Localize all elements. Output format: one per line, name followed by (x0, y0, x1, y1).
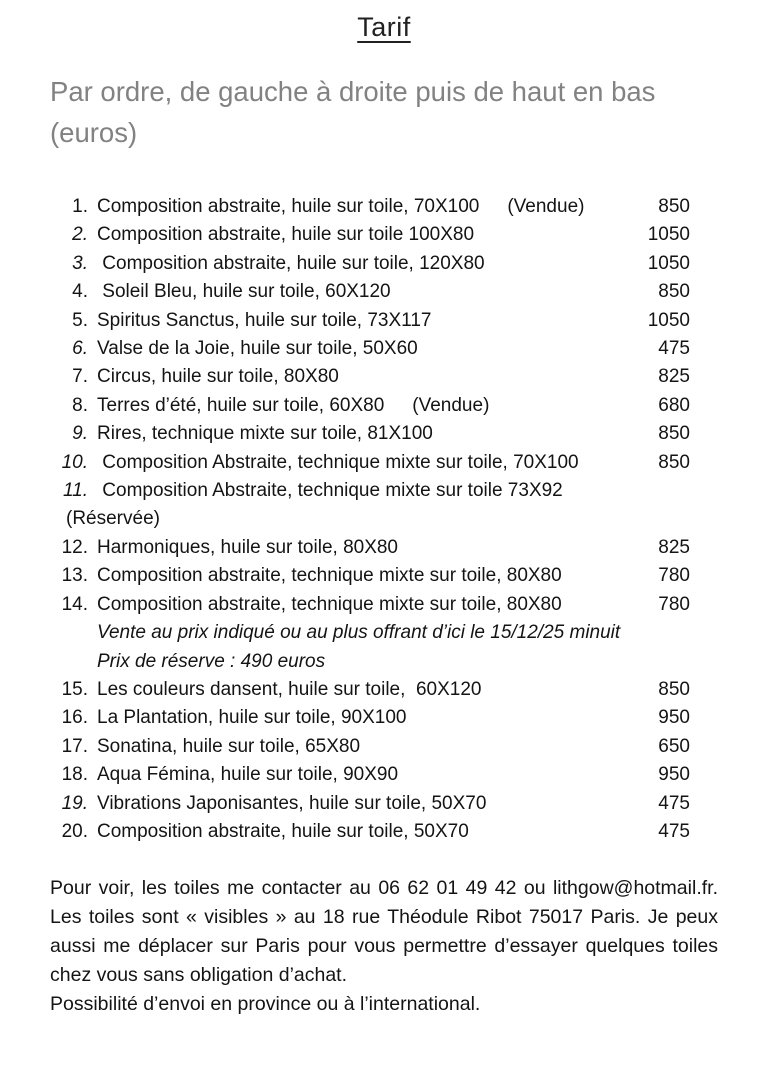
list-item (58, 591, 690, 619)
item-price: 850 (658, 196, 690, 217)
item-number: 2. (72, 224, 88, 246)
item-description: Composition Abstraite, technique mixte sur toile, 70X100 (97, 451, 579, 473)
item-number: 6. (72, 338, 88, 360)
list-item (58, 733, 690, 761)
item-description: Rires, technique mixte sur toile, 81X100 (97, 423, 433, 445)
item-price: 780 (658, 593, 690, 615)
list-item (58, 534, 690, 562)
item-number: 16. (61, 707, 88, 729)
list-item (58, 335, 690, 363)
item-number: 8. (72, 394, 88, 416)
list-item (58, 449, 690, 477)
shipping-note: Possibilité d’envoi en province ou à l’international. (50, 992, 481, 1015)
item-description: Harmoniques, huile sur toile, 80X80 (97, 536, 399, 558)
item-number: 14. (61, 593, 88, 615)
item-price: 850 (658, 451, 690, 473)
item-price: 1050 (647, 224, 690, 246)
item-price: 850 (658, 423, 690, 445)
item-number: 7. (72, 366, 88, 388)
item-number: 12. (61, 536, 88, 558)
list-item (58, 307, 690, 335)
item-number: 1. (72, 196, 88, 217)
subtitle (50, 71, 718, 153)
list-item (58, 477, 690, 505)
item-number: 3. (72, 252, 88, 274)
item-description: Composition abstraite, huile sur toile, 120X80 (97, 252, 485, 274)
item-description: La Plantation, huile sur toile, 90X100 (97, 707, 407, 729)
item-number: 19. (61, 792, 88, 814)
list-item (58, 818, 690, 846)
item-description: Spiritus Sanctus, huile sur toile, 73X117 (97, 309, 432, 331)
footer (50, 874, 718, 1018)
item-description: Circus, huile sur toile, 80X80 (97, 366, 339, 388)
item-description: Composition abstraite, huile sur toile, 50X70 (97, 820, 469, 842)
item-price: 475 (658, 338, 690, 360)
subtitle-line-1: Par ordre, de gauche à droite puis de haut en bas (50, 76, 656, 107)
item-price: 850 (658, 281, 690, 303)
list-item (58, 193, 690, 221)
item-description: Composition abstraite, technique mixte sur toile, 80X80 (97, 565, 562, 587)
item-description: Vibrations Japonisantes, huile sur toile, 50X70 (97, 792, 487, 814)
item-number: 13. (61, 565, 88, 587)
item-extra-line: (Réservée) (66, 508, 160, 530)
item-number: 11. (62, 480, 88, 502)
list-item (58, 278, 690, 306)
contact-paragraph: Pour voir, les toiles me contacter au 06 62 01 49 42 ou lithgow@hotmail.fr. Les toiles sont « visibles » au 18 rue Théodule Ribot 75017 Paris. Je peux aussi me déplacer sur Paris pour vous permettre d’essayer quelques toiles chez vous sans obligation d’achat. (50, 877, 718, 986)
item-price: 475 (658, 792, 690, 814)
item-price: 825 (658, 366, 690, 388)
item-status-note: (Vendue) (412, 394, 490, 416)
item-price: 650 (658, 735, 690, 757)
item-price: 850 (658, 678, 690, 700)
item-status-note: (Vendue) (507, 196, 585, 217)
item-description: Composition abstraite, huile sur toile 100X80 (97, 224, 475, 246)
item-description: Les couleurs dansent, huile sur toile, 60X120 (97, 678, 482, 700)
list-item (58, 392, 690, 420)
item-description: Sonatina, huile sur toile, 65X80 (97, 735, 361, 757)
list-item (58, 562, 690, 590)
item-price: 1050 (647, 309, 690, 331)
item-price: 1050 (647, 252, 690, 274)
item-description: Valse de la Joie, huile sur toile, 50X60 (97, 338, 418, 360)
item-description: Composition abstraite, technique mixte sur toile, 80X80 (97, 593, 562, 615)
list-item (58, 420, 690, 448)
item-description: Terres d’été, huile sur toile, 60X80 (97, 394, 385, 416)
item-description: Aqua Fémina, huile sur toile, 90X90 (97, 764, 399, 786)
page-title: Tarif (357, 12, 411, 42)
item-description: Soleil Bleu, huile sur toile, 60X120 (97, 281, 391, 303)
item-price (646, 477, 690, 505)
item-number: 5. (72, 309, 88, 331)
list-item (58, 221, 690, 249)
item-number: 4. (72, 281, 88, 303)
item-number: 15. (61, 678, 88, 700)
list-item (58, 704, 690, 732)
item-price: 825 (658, 536, 690, 558)
subtitle-line-2: (euros) (50, 117, 138, 148)
item-price: 475 (658, 820, 690, 842)
item-extra-line: Vente au prix indiqué ou au plus offrant d’ici le 15/12/25 minuit (97, 622, 621, 644)
item-extra-line: Prix de réserve : 490 euros (97, 650, 326, 672)
item-price: 950 (658, 764, 690, 786)
list-item (58, 250, 690, 278)
item-price: 780 (658, 565, 690, 587)
list-item (58, 363, 690, 391)
item-description: Composition abstraite, huile sur toile, 70X100 (97, 196, 480, 217)
item-number: 18. (61, 764, 88, 786)
item-number: 17. (61, 735, 88, 757)
list-item (58, 761, 690, 789)
list-item (58, 790, 690, 818)
item-price: 950 (658, 707, 690, 729)
item-description: Composition Abstraite, technique mixte sur toile 73X92 (97, 480, 563, 502)
item-price: 680 (658, 394, 690, 416)
list-item (58, 676, 690, 704)
item-number: 20. (61, 820, 88, 842)
price-list (58, 193, 690, 846)
item-number: 9. (72, 423, 88, 445)
item-number: 10. (61, 451, 88, 473)
